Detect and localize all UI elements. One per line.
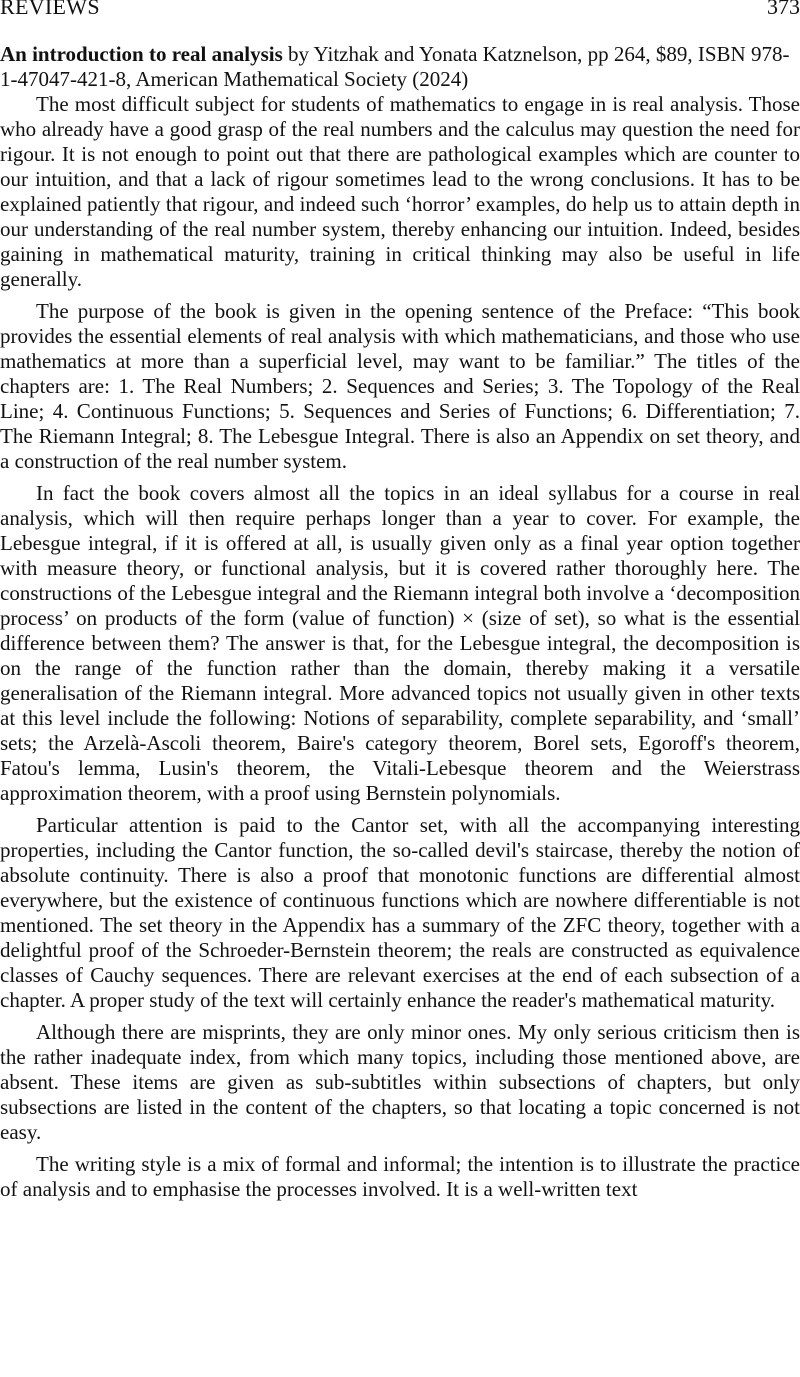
page-number: 373: [767, 0, 800, 19]
review-paragraph: The purpose of the book is given in the opening sentence of the Preface: “This book provides the essential elements of real analysis with which mathematicians, and those who use mathematics at more than a superficial level, may want to be familiar.” The titles of the chapters are: 1. The Real Numbers; 2. Sequences and Series; 3. The Topology of the Real Line; 4. Continuous Functions; 5. Sequences and Series of Functions; 6. Differentiation; 7. The Riemann Integral; 8. The Lebesgue Integral. There is also an Appendix on set theory, and a construction of the real number system.: [0, 299, 800, 473]
citation-details: by Yitzhak and Yonata Katznelson, pp 264, $89, ISBN 978-1-47047-421-8, American Mathematical Society (2024): [0, 42, 790, 91]
review-paragraph: The writing style is a mix of formal and informal; the intention is to illustrate the practice of analysis and to emphasise the processes involved. It is a well-written text: [0, 1152, 800, 1201]
book-citation: [0, 42, 800, 92]
section-title: REVIEWS: [0, 0, 100, 19]
review-paragraph: In fact the book covers almost all the topics in an ideal syllabus for a course in real analysis, which will then require perhaps longer than a year to cover. For example, the Lebesgue integral, if it is offered at all, is usually given only as a final year option together with measure theory, or functional analysis, but it is covered rather thoroughly here. The constructions of the Lebesgue integral and the Riemann integral both involve a ‘decomposition process’ on products of the form (value of function) × (size of set), so what is the essential difference between them? The answer is that, for the Lebesgue integral, the decomposition is on the range of the function rather than the domain, thereby making it a versatile generalisation of the Riemann integral. More advanced topics not usually given in other texts at this level include the following: Notions of separability, complete separability, and ‘small’ sets; the Arzelà-Ascoli theorem, Baire's category theorem, Borel sets, Egoroff's theorem, Fatou's lemma, Lusin's theorem, the Vitali-Lebesque theorem and the Weierstrass approximation theorem, with a proof using Bernstein polynomials.: [0, 481, 800, 805]
review-paragraph: Particular attention is paid to the Cantor set, with all the accompanying interesting properties, including the Cantor function, the so-called devil's staircase, thereby the notion of absolute continuity. There is also a proof that monotonic functions are differential almost everywhere, but the existence of continuous functions which are nowhere differentiable is not mentioned. The set theory in the Appendix has a summary of the ZFC theory, together with a delightful proof of the Schroeder-Bernstein theorem; the reals are constructed as equivalence classes of Cauchy sequences. There are relevant exercises at the end of each subsection of a chapter. A proper study of the text will certainly enhance the reader's mathematical maturity.: [0, 813, 800, 1012]
review-paragraph: Although there are misprints, they are only minor ones. My only serious criticism then is the rather inadequate index, from which many topics, including those mentioned above, are absent. These items are given as sub-subtitles within subsections of chapters, but only subsections are listed in the content of the chapters, so that locating a topic concerned is not easy.: [0, 1020, 800, 1144]
review-paragraph: The most difficult subject for students of mathematics to engage in is real analysis. Those who already have a good grasp of the real numbers and the calculus may question the need for rigour. It is not enough to point out that there are pathological examples which are counter to our intuition, and that a lack of rigour sometimes lead to the wrong conclusions. It has to be explained patiently that rigour, and indeed such ‘horror’ examples, do help us to attain depth in our understanding of the real number system, thereby enhancing our intuition. Indeed, besides gaining in mathematical maturity, training in critical thinking may also be useful in life generally.: [0, 92, 800, 291]
running-head: [0, 0, 800, 20]
review-body: [0, 42, 800, 1202]
book-title: An introduction to real analysis: [0, 42, 283, 66]
